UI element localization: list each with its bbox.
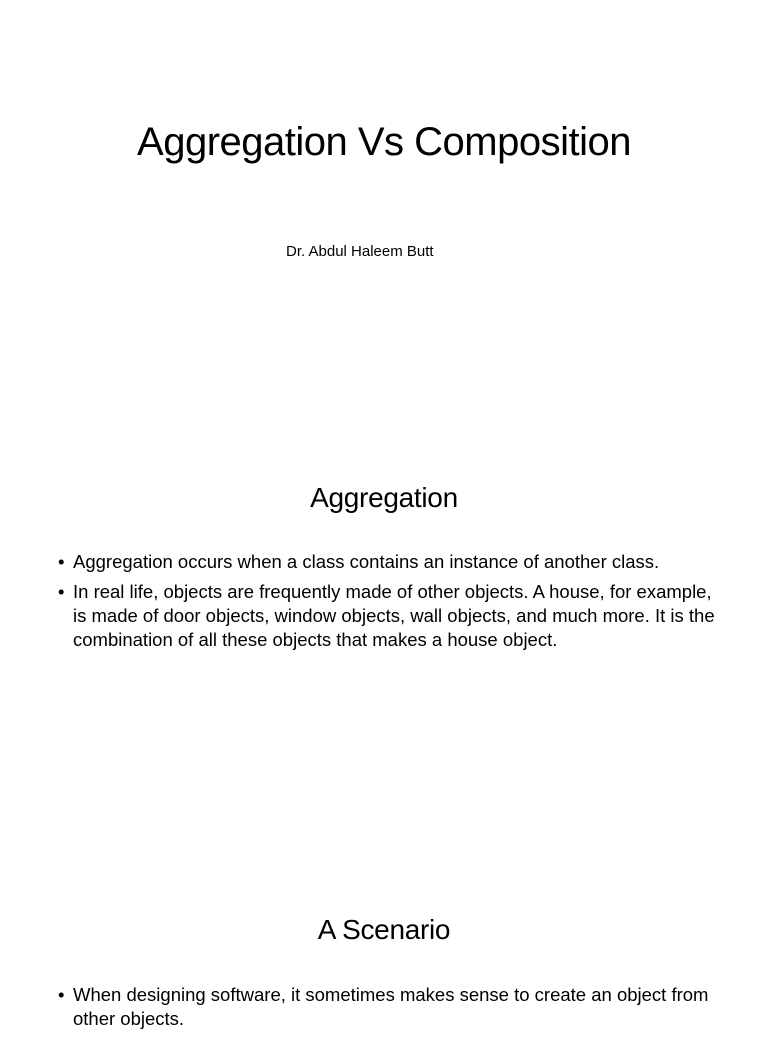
bullet-list bbox=[58, 550, 718, 658]
bullet-text: When designing software, it sometimes makes sense to create an object from other objects. bbox=[73, 984, 709, 1029]
bullet-item bbox=[58, 550, 718, 574]
bullet-icon: • bbox=[58, 581, 65, 602]
slide-heading-aggregation: Aggregation bbox=[310, 482, 458, 513]
bullet-icon: • bbox=[58, 984, 65, 1005]
bullet-text: Aggregation occurs when a class contains an instance of another class. bbox=[73, 551, 660, 572]
presentation-title: Aggregation Vs Composition bbox=[137, 120, 631, 164]
bullet-list bbox=[58, 983, 718, 1037]
slide-heading-scenario: A Scenario bbox=[317, 914, 451, 945]
bullet-icon: • bbox=[58, 551, 65, 572]
bullet-item bbox=[58, 580, 718, 652]
bullet-text: In real life, objects are frequently made of other objects. A house, for example, is made of door objects, window objects, wall objects, and much more. It is the combination of all these objects that makes a house object. bbox=[73, 581, 715, 650]
author-name: Dr. Abdul Haleem Butt bbox=[286, 243, 434, 260]
title-slide bbox=[0, 0, 768, 400]
